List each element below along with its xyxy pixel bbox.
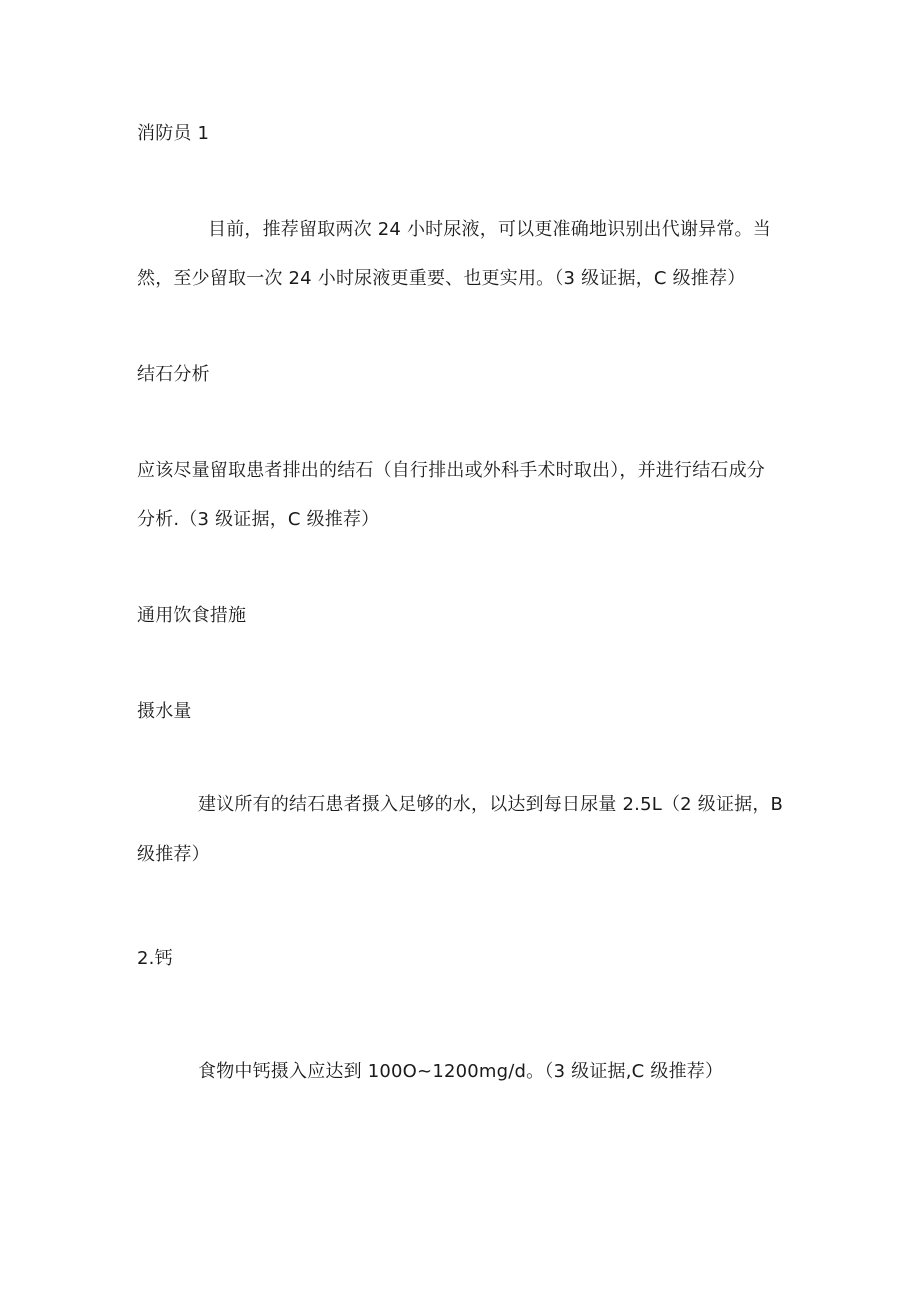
paragraph-water-line-2: 级推荐） bbox=[137, 844, 210, 865]
paragraph-calcium-line-1: 食物中钙摄入应达到 100O~1200mg∕d。（3 级证据,C 级推荐） bbox=[198, 1061, 724, 1082]
heading-water-intake: 摄水量 bbox=[137, 701, 192, 722]
heading-stone-analysis: 结石分析 bbox=[137, 364, 210, 385]
heading-firefighter: 消防员 1 bbox=[137, 123, 210, 144]
heading-diet-measures: 通用饮食措施 bbox=[137, 605, 247, 626]
paragraph-urine-line-1: 目前，推荐留取两次 24 小时尿液，可以更准确地识别出代谢异常。当 bbox=[208, 219, 771, 240]
paragraph-water-line-1: 建议所有的结石患者摄入足够的水，以达到每日尿量 2.5L（2 级证据，B bbox=[198, 794, 784, 815]
paragraph-stone-line-2: 分析.（3 级证据，C 级推荐） bbox=[137, 509, 380, 530]
paragraph-urine-line-2: 然，至少留取一次 24 小时尿液更重要、也更实用。（3 级证据，C 级推荐） bbox=[137, 268, 746, 289]
heading-calcium: 2.钙 bbox=[137, 948, 173, 969]
paragraph-stone-line-1: 应该尽量留取患者排出的结石（自行排出或外科手术时取出），并进行结石成分 bbox=[137, 460, 765, 481]
